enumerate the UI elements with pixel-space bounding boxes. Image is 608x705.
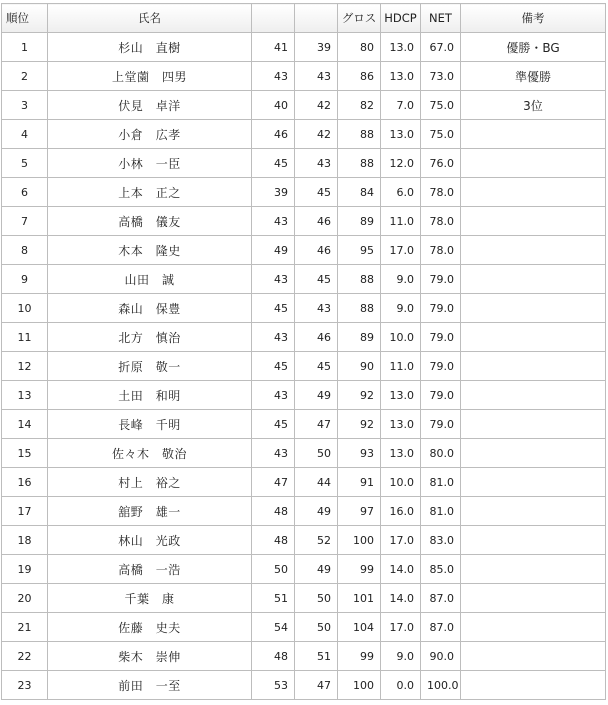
results-table <box>1 3 606 700</box>
rank-header: 順位 <box>2 4 48 33</box>
rank-cell: 16 <box>2 468 48 497</box>
table-row <box>2 671 606 700</box>
note-cell <box>461 555 606 584</box>
rank-cell: 8 <box>2 236 48 265</box>
player-name-cell: 千葉 康 <box>48 584 252 613</box>
net-cell: 81.0 <box>421 468 461 497</box>
gross-cell: 84 <box>338 178 381 207</box>
table-row <box>2 497 606 526</box>
rank-cell: 1 <box>2 33 48 62</box>
table-row <box>2 33 606 62</box>
player-name-cell: 小倉 広孝 <box>48 120 252 149</box>
out-score-cell: 39 <box>252 178 295 207</box>
in-score-cell: 45 <box>295 352 338 381</box>
note-cell <box>461 207 606 236</box>
gross-cell: 99 <box>338 642 381 671</box>
out-score-cell: 43 <box>252 439 295 468</box>
player-name-cell: 折原 敬一 <box>48 352 252 381</box>
net-cell: 67.0 <box>421 33 461 62</box>
rank-cell: 6 <box>2 178 48 207</box>
gross-cell: 91 <box>338 468 381 497</box>
rank-cell: 2 <box>2 62 48 91</box>
table-row <box>2 584 606 613</box>
table-row <box>2 62 606 91</box>
rank-cell: 12 <box>2 352 48 381</box>
gross-cell: 82 <box>338 91 381 120</box>
hdcp-cell: 13.0 <box>381 120 421 149</box>
hdcp-cell: 16.0 <box>381 497 421 526</box>
hdcp-cell: 17.0 <box>381 236 421 265</box>
rank-cell: 9 <box>2 265 48 294</box>
header-row <box>2 4 606 33</box>
note-cell <box>461 410 606 439</box>
out-score-cell: 43 <box>252 323 295 352</box>
out-score-cell: 43 <box>252 265 295 294</box>
note-header: 備考 <box>461 4 606 33</box>
gross-cell: 88 <box>338 149 381 178</box>
gross-cell: 92 <box>338 410 381 439</box>
note-cell <box>461 323 606 352</box>
player-name-cell: 木本 隆史 <box>48 236 252 265</box>
player-name-cell: 土田 和明 <box>48 381 252 410</box>
net-cell: 81.0 <box>421 497 461 526</box>
rank-cell: 7 <box>2 207 48 236</box>
in-score-cell: 51 <box>295 642 338 671</box>
out-score-cell: 41 <box>252 33 295 62</box>
rank-cell: 22 <box>2 642 48 671</box>
rank-cell: 4 <box>2 120 48 149</box>
net-cell: 78.0 <box>421 207 461 236</box>
out-score-cell: 48 <box>252 642 295 671</box>
in-score-cell: 44 <box>295 468 338 497</box>
in-score-cell: 42 <box>295 120 338 149</box>
net-cell: 100.0 <box>421 671 461 700</box>
table-row <box>2 178 606 207</box>
out-score-cell: 48 <box>252 526 295 555</box>
out-score-cell: 45 <box>252 149 295 178</box>
note-cell <box>461 236 606 265</box>
gross-cell: 95 <box>338 236 381 265</box>
rank-cell: 21 <box>2 613 48 642</box>
in-score-cell: 50 <box>295 439 338 468</box>
net-cell: 76.0 <box>421 149 461 178</box>
note-cell <box>461 584 606 613</box>
hdcp-cell: 13.0 <box>381 439 421 468</box>
player-name-cell: 伏見 卓洋 <box>48 91 252 120</box>
hdcp-cell: 6.0 <box>381 178 421 207</box>
net-cell: 78.0 <box>421 178 461 207</box>
out-score-cell: 43 <box>252 62 295 91</box>
net-cell: 90.0 <box>421 642 461 671</box>
gross-cell: 93 <box>338 439 381 468</box>
gross-header: グロス <box>338 4 381 33</box>
rank-cell: 15 <box>2 439 48 468</box>
note-cell <box>461 352 606 381</box>
table-row <box>2 468 606 497</box>
table-row <box>2 381 606 410</box>
out-score-cell: 45 <box>252 352 295 381</box>
gross-cell: 101 <box>338 584 381 613</box>
hdcp-cell: 13.0 <box>381 381 421 410</box>
table-row <box>2 352 606 381</box>
out-score-cell: 45 <box>252 294 295 323</box>
hdcp-cell: 10.0 <box>381 468 421 497</box>
hdcp-cell: 14.0 <box>381 584 421 613</box>
out-score-cell: 50 <box>252 555 295 584</box>
table-row <box>2 236 606 265</box>
in-score-cell: 46 <box>295 323 338 352</box>
note-cell <box>461 294 606 323</box>
rank-cell: 5 <box>2 149 48 178</box>
note-cell <box>461 497 606 526</box>
table-row <box>2 613 606 642</box>
net-cell: 87.0 <box>421 613 461 642</box>
note-cell <box>461 149 606 178</box>
note-cell <box>461 671 606 700</box>
rank-cell: 3 <box>2 91 48 120</box>
player-name-cell: 佐藤 史夫 <box>48 613 252 642</box>
in-score-cell: 45 <box>295 178 338 207</box>
net-cell: 79.0 <box>421 352 461 381</box>
in-score-cell: 49 <box>295 381 338 410</box>
net-cell: 80.0 <box>421 439 461 468</box>
table-row <box>2 323 606 352</box>
player-name-cell: 舘野 雄一 <box>48 497 252 526</box>
rank-cell: 18 <box>2 526 48 555</box>
hdcp-cell: 10.0 <box>381 323 421 352</box>
rank-cell: 23 <box>2 671 48 700</box>
net-cell: 79.0 <box>421 381 461 410</box>
out-header <box>252 4 295 33</box>
in-score-cell: 39 <box>295 33 338 62</box>
player-name-cell: 前田 一至 <box>48 671 252 700</box>
in-score-cell: 43 <box>295 294 338 323</box>
table-row <box>2 526 606 555</box>
note-cell <box>461 120 606 149</box>
note-cell: 優勝・BG <box>461 33 606 62</box>
hdcp-cell: 13.0 <box>381 33 421 62</box>
table-row <box>2 207 606 236</box>
gross-cell: 88 <box>338 120 381 149</box>
net-cell: 79.0 <box>421 265 461 294</box>
player-name-cell: 山田 誠 <box>48 265 252 294</box>
out-score-cell: 53 <box>252 671 295 700</box>
rank-cell: 19 <box>2 555 48 584</box>
out-score-cell: 45 <box>252 410 295 439</box>
hdcp-cell: 17.0 <box>381 613 421 642</box>
gross-cell: 88 <box>338 265 381 294</box>
in-score-cell: 49 <box>295 555 338 584</box>
in-score-cell: 47 <box>295 410 338 439</box>
player-name-cell: 村上 裕之 <box>48 468 252 497</box>
note-cell <box>461 178 606 207</box>
rank-cell: 13 <box>2 381 48 410</box>
hdcp-cell: 13.0 <box>381 62 421 91</box>
player-name-cell: 長峰 千明 <box>48 410 252 439</box>
hdcp-cell: 17.0 <box>381 526 421 555</box>
rank-cell: 20 <box>2 584 48 613</box>
table-row <box>2 149 606 178</box>
note-cell: 3位 <box>461 91 606 120</box>
player-name-cell: 森山 保豊 <box>48 294 252 323</box>
player-name-cell: 上堂薗 四男 <box>48 62 252 91</box>
hdcp-header: HDCP <box>381 4 421 33</box>
net-cell: 79.0 <box>421 410 461 439</box>
gross-cell: 97 <box>338 497 381 526</box>
out-score-cell: 40 <box>252 91 295 120</box>
in-header <box>295 4 338 33</box>
hdcp-cell: 9.0 <box>381 642 421 671</box>
note-cell <box>461 526 606 555</box>
gross-cell: 89 <box>338 207 381 236</box>
player-name-cell: 柴木 崇伸 <box>48 642 252 671</box>
player-name-cell: 林山 光政 <box>48 526 252 555</box>
in-score-cell: 52 <box>295 526 338 555</box>
note-cell <box>461 265 606 294</box>
player-name-cell: 佐々木 敬治 <box>48 439 252 468</box>
in-score-cell: 46 <box>295 236 338 265</box>
gross-cell: 100 <box>338 671 381 700</box>
hdcp-cell: 7.0 <box>381 91 421 120</box>
out-score-cell: 49 <box>252 236 295 265</box>
gross-cell: 89 <box>338 323 381 352</box>
table-row <box>2 439 606 468</box>
gross-cell: 90 <box>338 352 381 381</box>
net-cell: 79.0 <box>421 294 461 323</box>
out-score-cell: 47 <box>252 468 295 497</box>
net-cell: 83.0 <box>421 526 461 555</box>
table-row <box>2 265 606 294</box>
player-name-cell: 上本 正之 <box>48 178 252 207</box>
hdcp-cell: 9.0 <box>381 294 421 323</box>
out-score-cell: 46 <box>252 120 295 149</box>
note-cell: 準優勝 <box>461 62 606 91</box>
note-cell <box>461 381 606 410</box>
out-score-cell: 43 <box>252 207 295 236</box>
hdcp-cell: 11.0 <box>381 207 421 236</box>
gross-cell: 100 <box>338 526 381 555</box>
net-cell: 79.0 <box>421 323 461 352</box>
out-score-cell: 43 <box>252 381 295 410</box>
note-cell <box>461 613 606 642</box>
hdcp-cell: 12.0 <box>381 149 421 178</box>
out-score-cell: 54 <box>252 613 295 642</box>
in-score-cell: 47 <box>295 671 338 700</box>
net-header: NET <box>421 4 461 33</box>
hdcp-cell: 11.0 <box>381 352 421 381</box>
note-cell <box>461 468 606 497</box>
out-score-cell: 48 <box>252 497 295 526</box>
net-cell: 87.0 <box>421 584 461 613</box>
out-score-cell: 51 <box>252 584 295 613</box>
table-row <box>2 294 606 323</box>
table-row <box>2 120 606 149</box>
table-row <box>2 91 606 120</box>
table-row <box>2 642 606 671</box>
gross-cell: 92 <box>338 381 381 410</box>
net-cell: 78.0 <box>421 236 461 265</box>
table-row <box>2 555 606 584</box>
gross-cell: 104 <box>338 613 381 642</box>
name-header: 氏名 <box>48 4 252 33</box>
in-score-cell: 45 <box>295 265 338 294</box>
player-name-cell: 高橋 儀友 <box>48 207 252 236</box>
net-cell: 73.0 <box>421 62 461 91</box>
in-score-cell: 50 <box>295 584 338 613</box>
gross-cell: 99 <box>338 555 381 584</box>
in-score-cell: 46 <box>295 207 338 236</box>
net-cell: 75.0 <box>421 91 461 120</box>
in-score-cell: 43 <box>295 62 338 91</box>
net-cell: 85.0 <box>421 555 461 584</box>
in-score-cell: 50 <box>295 613 338 642</box>
net-cell: 75.0 <box>421 120 461 149</box>
gross-cell: 86 <box>338 62 381 91</box>
player-name-cell: 杉山 直樹 <box>48 33 252 62</box>
gross-cell: 80 <box>338 33 381 62</box>
hdcp-cell: 14.0 <box>381 555 421 584</box>
in-score-cell: 43 <box>295 149 338 178</box>
player-name-cell: 北方 慎治 <box>48 323 252 352</box>
in-score-cell: 42 <box>295 91 338 120</box>
in-score-cell: 49 <box>295 497 338 526</box>
hdcp-cell: 9.0 <box>381 265 421 294</box>
player-name-cell: 小林 一臣 <box>48 149 252 178</box>
rank-cell: 14 <box>2 410 48 439</box>
hdcp-cell: 0.0 <box>381 671 421 700</box>
rank-cell: 10 <box>2 294 48 323</box>
gross-cell: 88 <box>338 294 381 323</box>
player-name-cell: 高橋 一浩 <box>48 555 252 584</box>
note-cell <box>461 439 606 468</box>
rank-cell: 17 <box>2 497 48 526</box>
note-cell <box>461 642 606 671</box>
rank-cell: 11 <box>2 323 48 352</box>
table-row <box>2 410 606 439</box>
hdcp-cell: 13.0 <box>381 410 421 439</box>
